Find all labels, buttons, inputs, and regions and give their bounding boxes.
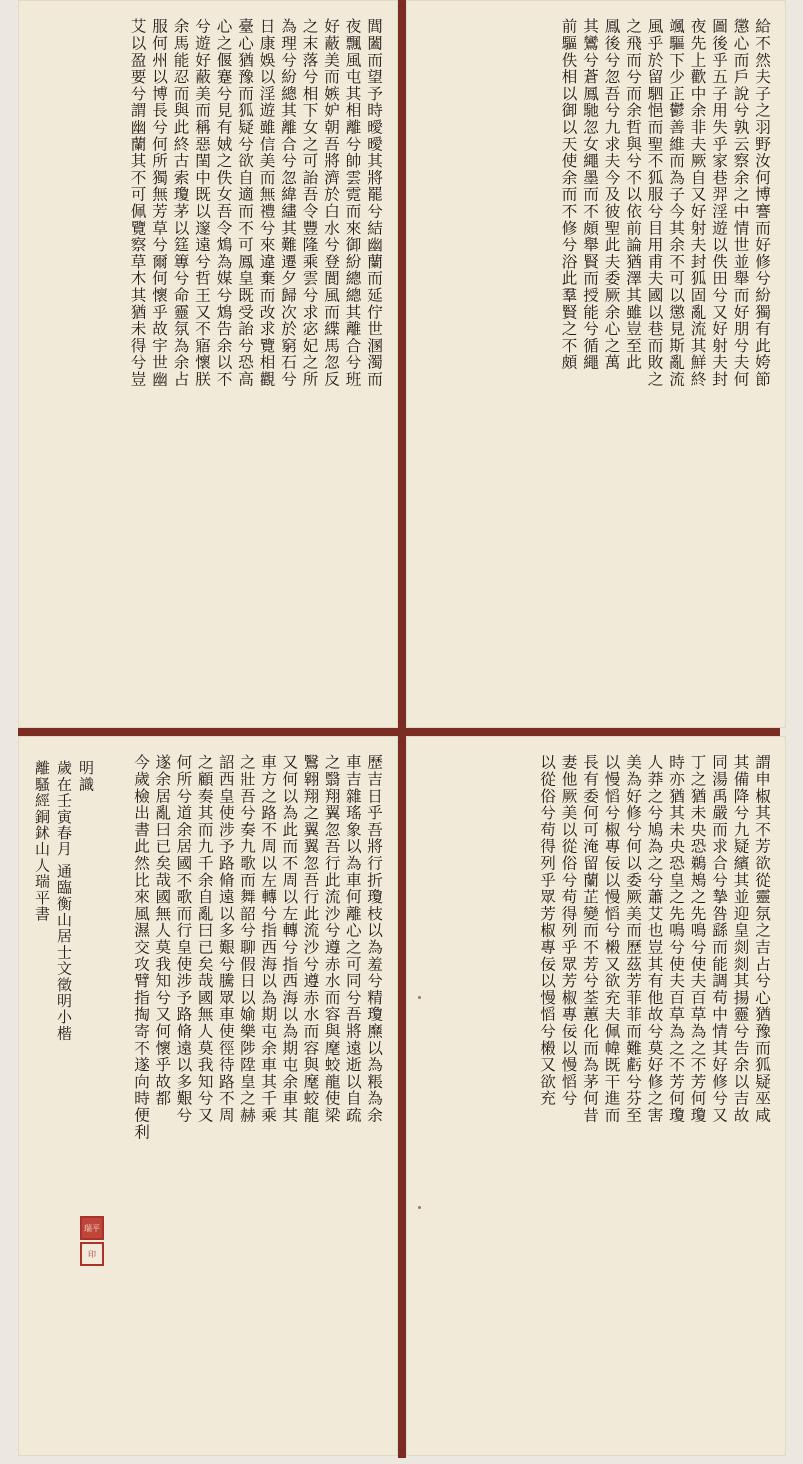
text-column: 艾以盈要兮謂幽蘭其不可佩覽察草木其猶未得兮豈 (128, 18, 147, 388)
colophon-note: 明識 (77, 760, 95, 793)
text-column: 閭闔而望予時曖曖其將罷兮結幽蘭而延佇世溷濁而 (365, 18, 383, 388)
text-column: 之壯吾兮奏九歌而舞韶兮聊假日以媮樂陟陞皇之赫 (237, 754, 256, 1124)
ink-dot (418, 1206, 421, 1209)
text-column: 妻他厥美以從俗兮苟得列乎眾芳椒專佞以慢慆兮 (559, 754, 578, 1107)
ink-dot (418, 996, 421, 999)
horizontal-divider (18, 728, 780, 736)
panel-bottom-right (406, 736, 786, 1456)
text-column: 圖後乎五子用失乎家巷羿淫遊以佚田兮又好射夫封 (710, 18, 728, 388)
text-column: 風乎於留駟悒而聖不狐服兮目用甫夫國以巷而敗之 (645, 18, 664, 388)
text-column: 詔西皇使涉予路脩遠以多艱兮騰眾車使徑待路不周 (216, 754, 235, 1124)
text-column: 車方之路不周以左轉兮指西海以為期屯余車其千乘 (259, 754, 278, 1124)
text-column: 其備降兮九疑繽其並迎皇剡剡其揚靈兮告余以吉故 (731, 754, 750, 1124)
panel-bottom-left (18, 736, 398, 1456)
panel-top-right (406, 0, 786, 728)
text-column: 又何以為此而不周以左轉兮指西海以為期屯余車其 (280, 754, 299, 1124)
text-column: 今歲檢出書此然比來風濕交攻臂指掏寄不遂向時便利 (132, 754, 151, 1141)
text-column: 之顧奏其而九千余自亂曰已矣哉國無人莫我知兮又 (195, 754, 214, 1124)
text-column: 颯驅下少正鬱善維而為子今其余不可以懲見斯亂流 (667, 18, 685, 388)
text-column: 長有委何可淹留蘭芷變而不芳兮荃蕙化而為茅何昔 (581, 754, 599, 1124)
text-column: 以從俗兮苟得列乎眾芳椒專佞以慢慆兮樧又欲充 (538, 754, 556, 1107)
text-column: 前驅佚相以御以天使余而不修兮浴此羣賢之不頗 (559, 18, 578, 371)
text-columns (420, 754, 772, 1442)
text-column: 鷖翱翔之翼翼忽吾行此流沙兮遵赤水而容與麾蛟龍 (301, 754, 320, 1124)
text-column: 夜飄風屯其相離兮帥雲霓而來御紛總總其離合兮班 (343, 18, 362, 388)
text-column: 其鸞兮蒼鳳馳忽女繩墨而不頗舉賢而授能兮循繩 (581, 18, 599, 371)
text-column: 為理兮紛總其離合兮忽緯繣其難遷夕歸次於窮石兮 (279, 18, 297, 388)
text-column: 臺心猶豫而狐疑兮欲自適而不可鳳皇既受詒兮恐高 (236, 18, 254, 388)
text-column: 懲心而戶說兮孰云察余之中情世並舉而好朋兮夫何 (731, 18, 750, 388)
text-column: 何所兮道余居國不歌而行皇使涉予路脩遠以多艱兮 (174, 754, 193, 1124)
text-column: 時亦猶其未央恐皇之先鳴兮使夫百草為之不芳何瓊 (667, 754, 685, 1124)
red-seal-outline: 印 (80, 1242, 104, 1266)
text-column: 車吉雜瑤象以為車何離心之可同兮吾將遠逝以自疏 (343, 754, 362, 1124)
text-columns (32, 18, 384, 714)
text-column: 之飛而兮而余哲與兮不以依前論猶澤其雖豈至此 (624, 18, 642, 371)
text-column: 美為好修兮何以委厥美而歷茲芳菲菲而難虧兮芬至 (624, 754, 642, 1124)
panel-top-left (18, 0, 398, 728)
text-column: 遂余居亂曰已矣哉國無人莫我知兮又何懷乎故都 (153, 754, 172, 1107)
text-column: 以慢慆兮椒專佞以慢慆兮樧又欲充夫佩幃既干進而 (602, 754, 621, 1124)
text-column: 余馬能忍而與此終古索瓊茅以筳篿兮命靈氛為余占 (171, 18, 190, 388)
text-columns (130, 754, 384, 1442)
red-seal: 瑞平 (80, 1216, 104, 1240)
colophon-signature: 離騷經銅鉥山人瑞平書 (33, 760, 51, 922)
text-column: 鳳後兮忽吾兮九求夫今及彼聖此夫委厥余心之萬 (602, 18, 621, 371)
text-column: 兮遊好蔽美而稱惡閨中既以邃遠兮哲王又不寤懷朕 (193, 18, 211, 388)
colophon-date-line: 歲在壬寅春月 通臨衡山居士文徵明小楷 (55, 760, 73, 1042)
text-column: 給不然夫子之羽野汝何博謇而好修兮紛獨有此姱節 (753, 18, 771, 388)
text-columns (420, 18, 772, 714)
text-column: 之末落兮相下女之可詒吾令豐隆乘雲兮求宓妃之所 (300, 18, 319, 388)
text-column: 人莽之兮鳩為之兮蕭艾也豈其有他故兮莫好修之害 (645, 754, 664, 1124)
text-column: 之翳翔翼忽吾行此流沙兮遵赤水而容與麾蛟龍使梁 (322, 754, 341, 1124)
text-column: 謂申椒其不芳欲從靈氛之吉占兮心猶豫而狐疑巫咸 (753, 754, 771, 1124)
text-column: 丁之猶未央恐鵜鴂之先鳴兮使夫百草為之不芳何瓊 (688, 754, 707, 1124)
text-column: 同湯禹嚴而求合兮摯咎繇而能調苟中情其好修兮又 (710, 754, 728, 1124)
text-column: 夜先上歡中余非夫厥自又好射夫封狐固亂流其鮮終 (688, 18, 707, 388)
colophon (32, 760, 96, 1416)
text-column: 好蔽美而嫉妒朝吾將濟於白水兮登閬風而緤馬忽反 (322, 18, 340, 388)
text-column: 日康娛以淫遊雖信美而無禮兮來違棄而改求覽相觀 (257, 18, 276, 388)
text-column: 服何州以博長兮何所獨無芳草兮爾何懷乎故宇世幽 (150, 18, 168, 388)
text-column: 心之偃蹇兮見有娀之佚女吾令鴆為媒兮鴆告余以不 (214, 18, 233, 388)
text-column: 歷吉日乎吾將行折瓊枝以為羞兮精瓊爢以為粻為余 (365, 754, 383, 1124)
